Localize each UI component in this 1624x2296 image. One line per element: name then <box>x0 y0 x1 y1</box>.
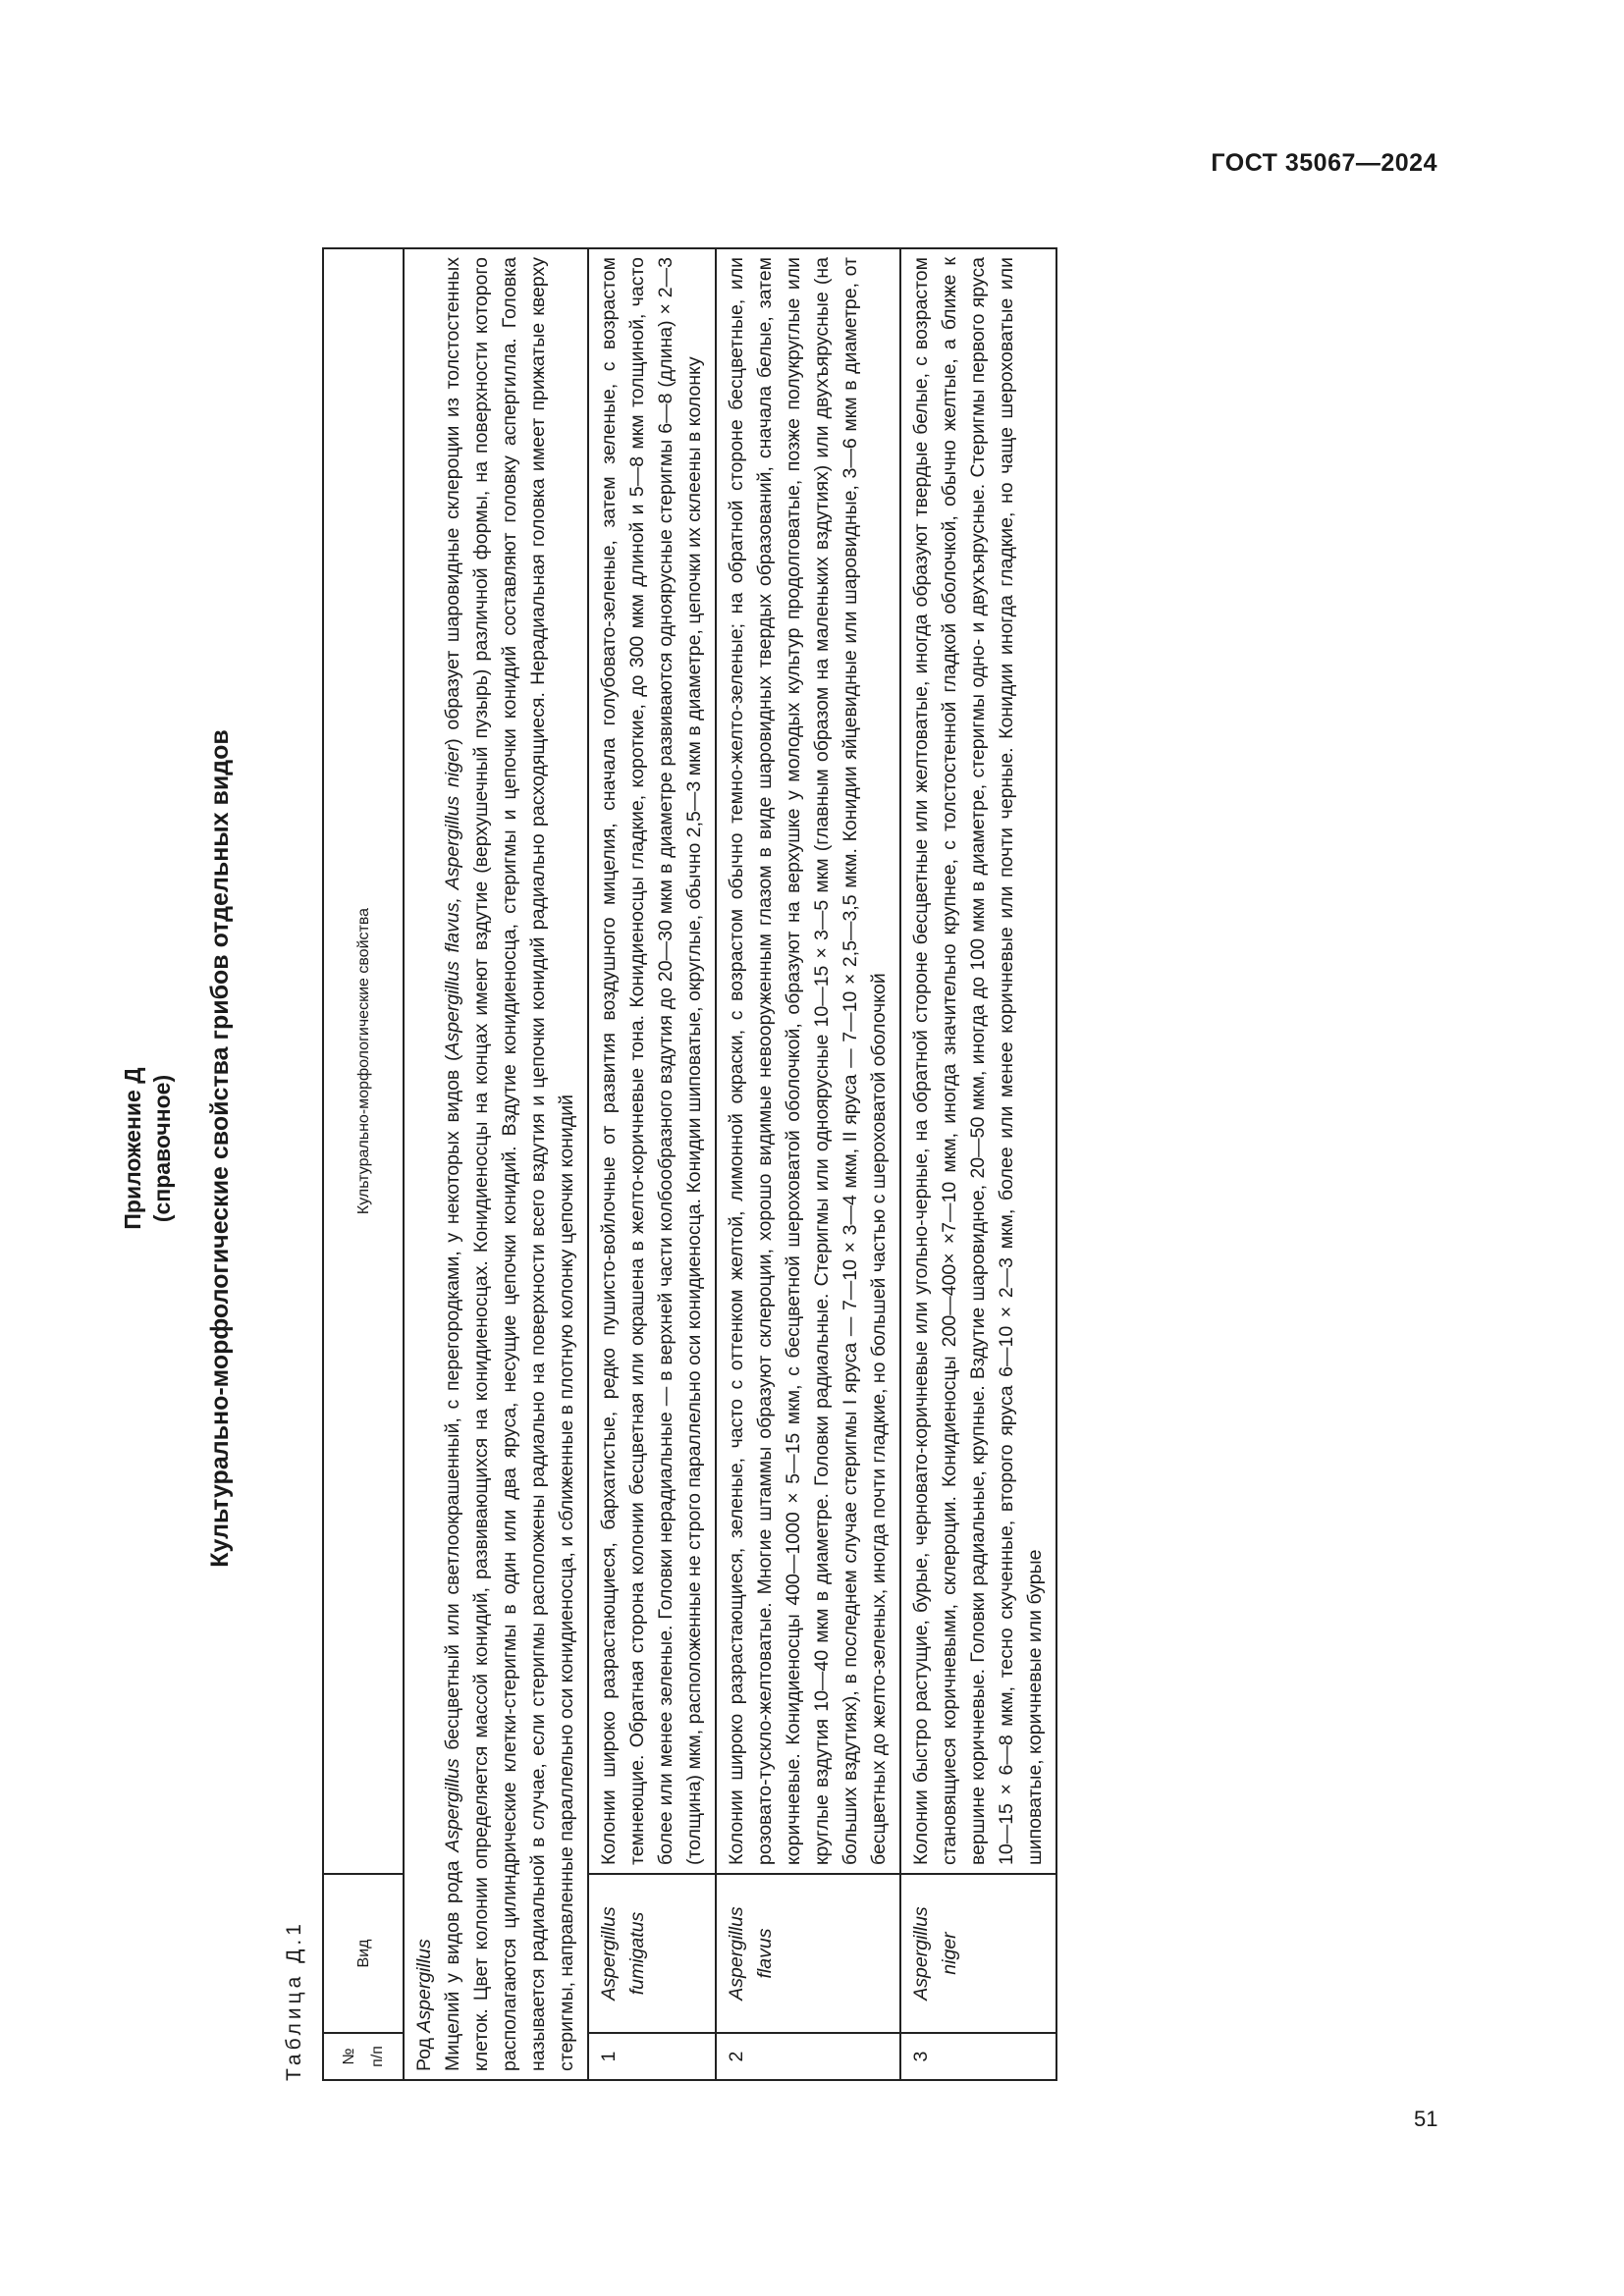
appendix-title: Приложение Д <box>120 1067 145 1230</box>
page-number: 51 <box>1414 2107 1438 2131</box>
row-number: 3 <box>900 2033 1056 2080</box>
rotated-content <box>108 216 1286 2081</box>
header-number: № п/п <box>323 2033 404 2080</box>
row-species: Aspergillus flavus <box>716 1874 900 2033</box>
row-number: 2 <box>716 2033 900 2080</box>
row-properties: Колонии быстро растущие, бурые, черновато-коричневые или угольно-черные, на обратной стороне бесцветные или желтоватые, иногда образуют твердые белые, с возрастом становящиеся коричневыми, склероции. Конидиеносцы 200—400× ×7—10 мкм, иногда значительно крупнее, с толстостенной гладкой оболочкой, обычно желтые, а ближе к вершине коричневые. Головки радиальные, крупные. Вздутие шаровидное, 20—50 мкм, иногда до 100 мкм в диаметре, стеригмы одно- и двухъярусные. Стеригмы первого яруса 10—15 × 6—8 мкм, тесно скученные, второго яруса 6—10 × 2—3 мкм, более или менее коричневые или почти черные. Конидии иногда гладкие, но чаще шероховатые или шиповатые, коричневые или бурые <box>900 248 1056 1874</box>
table-row <box>588 248 716 2080</box>
row-properties: Колонии широко разрастающиеся, бархатистые, редко пушисто-войлочные от развития воздушного мицелия, сначала голубовато-зеленые, затем зеленые, с возрастом темнеющие. Обратная сторона колонии бесцветная или окрашена в желто-коричневые тона. Конидиеносцы гладкие, короткие, до 300 мкм длиной и 5—8 мкм толщиной, часто более или менее зеленые. Головки нерадиальные — в верхней части колбообразного вздутия до 20—30 мкм в диаметре развиваются одноярусные стеригмы 6—8 (длина) × 2—3 (толщина) мкм, расположенные не строго параллельно оси конидиеносца. Конидии шиповатые, округлые, обычно 2,5—3 мкм в диаметре, цепочки их склеены в колонку <box>588 248 716 1874</box>
row-species: Aspergillus fumigatus <box>588 1874 716 2033</box>
table-row <box>900 248 1056 2080</box>
properties-table <box>322 247 1057 2081</box>
genus-description: Мицелий у видов рода Aspergillus бесцветный или светлоокрашенный, с перегородками, у некоторых видов (Aspergillus flavus, Aspergillus niger) образует шаровидные склероции из толстостенных клеток. Цвет колонии определяется массой конидий, развивающихся на конидиеносцах. Конидиеносцы на концах имеют вздутие (верхушечный пузырь) различной формы, на поверхности которого располагаются цилиндрические клетки-стеригмы в один или два яруса, несущие цепочки конидий. Вздутие конидиеносца, стеригмы и цепочки конидий составляют головку аспергилла. Головка называется радиальной в случае, если стеригмы расположены радиально на поверхности всего вздутия и цепочки конидий радиально расходящиеся. Нерадиальная головка имеет прижатые кверху стеригмы, направленные параллельно оси конидиеносца, и сближенные в плотную колонку цепочки конидий <box>442 257 577 2071</box>
table-header-row <box>323 248 404 2080</box>
page-title: Культурально-морфологические свойства грибов отдельных видов <box>206 729 234 1568</box>
appendix-subtitle: (справочное) <box>149 1074 175 1223</box>
genus-cell <box>404 248 588 2080</box>
table-caption: Таблица Д.1 <box>283 1920 305 2081</box>
row-species: Aspergillus niger <box>900 1874 1056 2033</box>
genus-row <box>404 248 588 2080</box>
appendix-heading <box>118 216 177 2081</box>
row-number: 1 <box>588 2033 716 2080</box>
genus-label: Род Aspergillus <box>413 1939 435 2071</box>
header-properties: Культурально-морфологические свойства <box>323 248 404 1874</box>
row-properties: Колонии широко разрастающиеся, зеленые, часто с оттенком желтой, лимонной окраски, с возрастом обычно темно-желто-зеленые; на обратной стороне бесцветные, или розовато-тускло-желтоватые. Многие штаммы образуют склероции, хорошо видимые невооруженным глазом в виде шаровидных твердых образований, сначала белые, затем коричневые. Конидиеносцы 400—1000 × 5—15 мкм, с бесцветной шероховатой оболочкой, образуют на верхушке у молодых культур продолговатые, позже полукруглые или круглые вздутия 10—40 мкм в диаметре. Головки радиальные. Стеригмы или одноярусные 10—15 × 3—5 мкм (главным образом на маленьких вздутиях) или двухъярусные (на больших вздутиях), в последнем случае стеригмы I яруса — 7—10 × 3—4 мкм, II яруса — 7—10 × 2,5—3,5 мкм. Конидии яйцевидные или шаровидные, 3—6 мкм в диаметре, от бесцветных до желто-зеленых, иногда почти гладкие, но большей частью с шероховатой оболочкой <box>716 248 900 1874</box>
header-species: Вид <box>323 1874 404 2033</box>
standard-designation: ГОСТ 35067—2024 <box>1211 149 1437 177</box>
table-row <box>716 248 900 2080</box>
